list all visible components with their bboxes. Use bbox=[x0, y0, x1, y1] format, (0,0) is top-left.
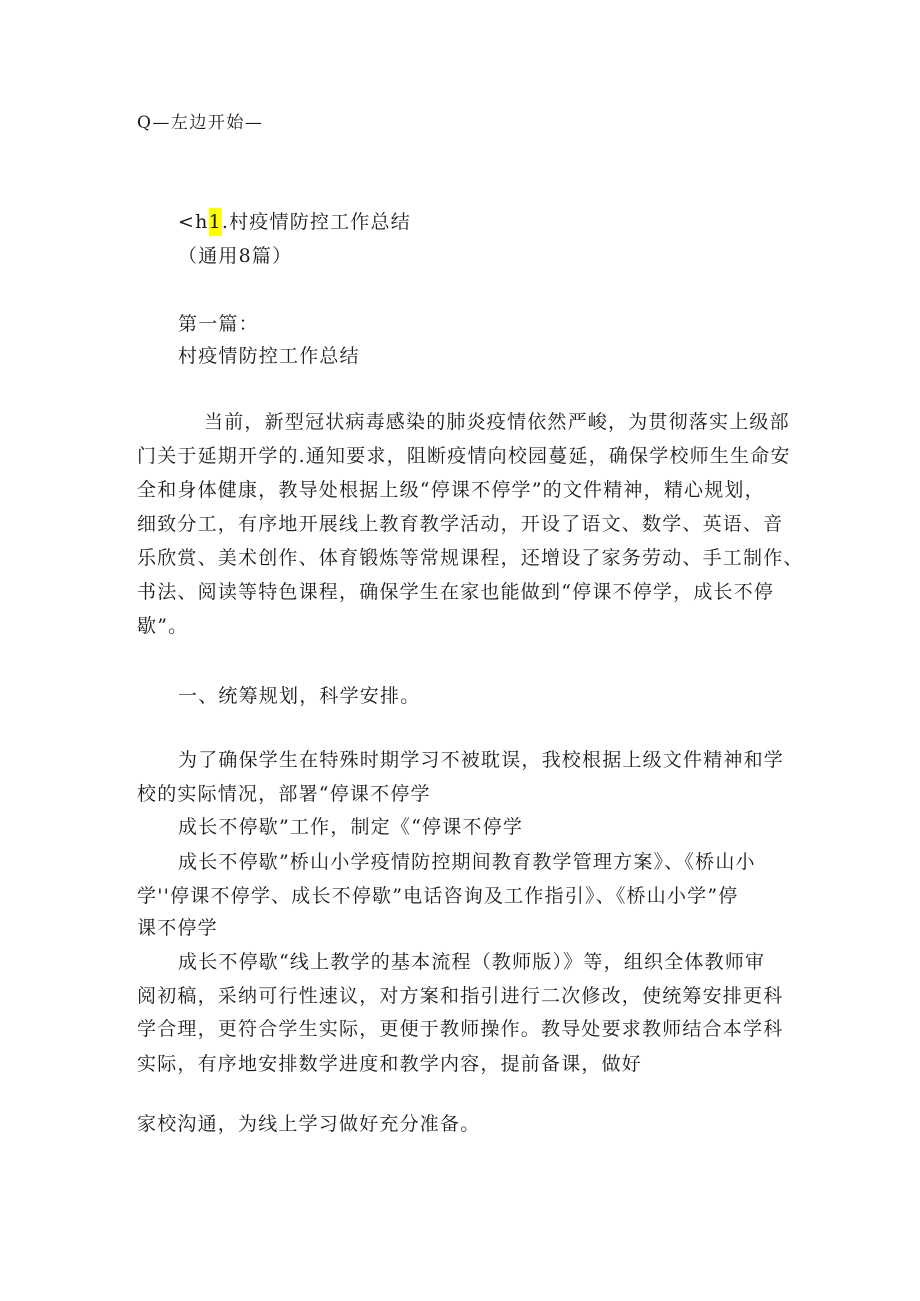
body-line-6: 课不停学 bbox=[137, 917, 218, 939]
intro-line-6: 书法、阅读等特色课程，确保学生在家也能做到“停课不停学，成长不停 bbox=[137, 581, 775, 603]
heading-one: 一、统筹规划，科学安排。 bbox=[178, 685, 421, 707]
document-title bbox=[178, 208, 411, 236]
body-line-2: 校的实际情况，部署“停课不停学 bbox=[137, 783, 431, 805]
title-prefix: <h bbox=[178, 211, 209, 233]
body-line-9: 学合理，更符合学生实际，更便于教师操作。教导处要求教师结合本学科 bbox=[137, 1018, 784, 1040]
closing-line: 家校沟通，为线上学习做好充分准备。 bbox=[137, 1113, 481, 1135]
section-title: 村疫情防控工作总结 bbox=[178, 345, 360, 367]
title-text: .村疫情防控工作总结 bbox=[221, 211, 411, 233]
header-marker: Q—左边开始— bbox=[137, 113, 264, 133]
intro-line-3: 全和身体健康，教导处根据上级“停课不停学”的文件精神，精心规划， bbox=[137, 479, 765, 501]
body-line-1: 为了确保学生在特殊时期学习不被耽误，我校根据上级文件精神和学 bbox=[178, 749, 785, 771]
body-line-3: 成长不停歇”工作，制定《“停课不停学 bbox=[178, 816, 524, 838]
body-line-8: 阅初稿，采纳可行性速议，对方案和指引进行二次修改，使统筹安排更科 bbox=[137, 985, 784, 1007]
title-highlight: 1 bbox=[209, 208, 222, 236]
intro-line-2: 门关于延期开学的.通知要求，阻断疫情向校园蔓延，确保学校师生生命安 bbox=[137, 445, 791, 467]
body-line-10: 实际，有序地安排数学进度和教学内容，提前备课，做好 bbox=[137, 1053, 643, 1075]
intro-line-4: 细致分工，有序地开展线上教育教学活动，开设了语文、数学、英语、音 bbox=[137, 513, 784, 535]
intro-line-7: 歇”。 bbox=[137, 615, 189, 637]
body-line-4: 成长不停歇”桥山小学疫情防控期间教育教学管理方案》、《桥山小 bbox=[178, 851, 756, 873]
body-line-5: 学''停课不停学、成长不停歇”电话咨询及工作指引》、《桥山小学”停 bbox=[137, 885, 739, 907]
intro-line-1: 当前，新型冠状病毒感染的肺炎疫情依然严峻，为贯彻落实上级部 bbox=[204, 411, 790, 433]
document-subtitle: （通用8篇） bbox=[178, 245, 293, 267]
body-line-7: 成长不停歇“线上教学的基本流程（教师版）》等，组织全体教师审 bbox=[178, 951, 766, 973]
section-label: 第一篇： bbox=[178, 313, 259, 335]
intro-line-5: 乐欣赏、美术创作、体育锻炼等常规课程，还增设了家务劳动、手工制作、 bbox=[137, 547, 804, 569]
